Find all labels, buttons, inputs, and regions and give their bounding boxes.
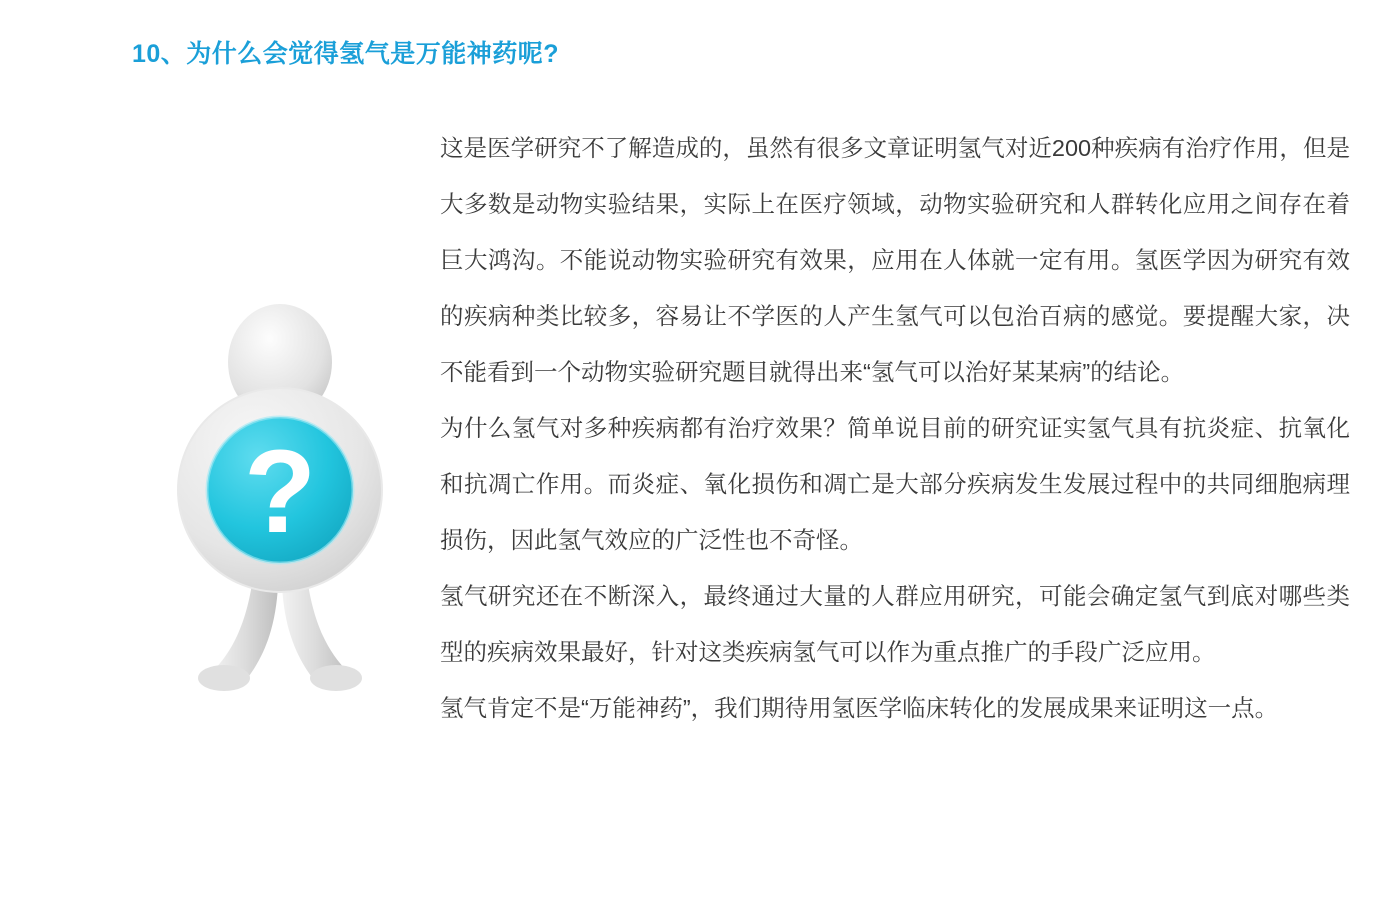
paragraph-3: 氢气研究还在不断深入，最终通过大量的人群应用研究，可能会确定氢气到底对哪些类型的疾病效果最好，针对这类疾病氢气可以作为重点推广的手段广泛应用。 — [440, 583, 1350, 665]
paragraph-1: 这是医学研究不了解造成的，虽然有很多文章证明氢气对近200种疾病有治疗作用，但是大多数是动物实验结果，实际上在医疗领域，动物实验研究和人群转化应用之间存在着巨大鸿沟。不能说动物实验研究有效果，应用在人体就一定有用。氢医学因为研究有效的疾病种类比较多，容易让不学医的人产生氢气可以包治百病的感觉。要提醒大家，决不能看到一个动物实验研究题目就得出来“氢气可以治好某某病”的结论。 — [440, 135, 1350, 385]
question-mark-glyph: ? — [243, 426, 317, 558]
question-mark-character-icon — [150, 300, 410, 700]
illustration-question-character — [150, 300, 410, 700]
article-body — [440, 120, 1350, 736]
paragraph-4: 氢气肯定不是“万能神药”，我们期待用氢医学临床转化的发展成果来证明这一点。 — [440, 695, 1279, 721]
paragraph-2: 为什么氢气对多种疾病都有治疗效果？简单说目前的研究证实氢气具有抗炎症、抗氧化和抗凋亡作用。而炎症、氧化损伤和凋亡是大部分疾病发生发展过程中的共同细胞病理损伤，因此氢气效应的广泛性也不奇怪。 — [440, 415, 1350, 553]
page-title: 10、为什么会觉得氢气是万能神药呢? — [132, 40, 560, 68]
